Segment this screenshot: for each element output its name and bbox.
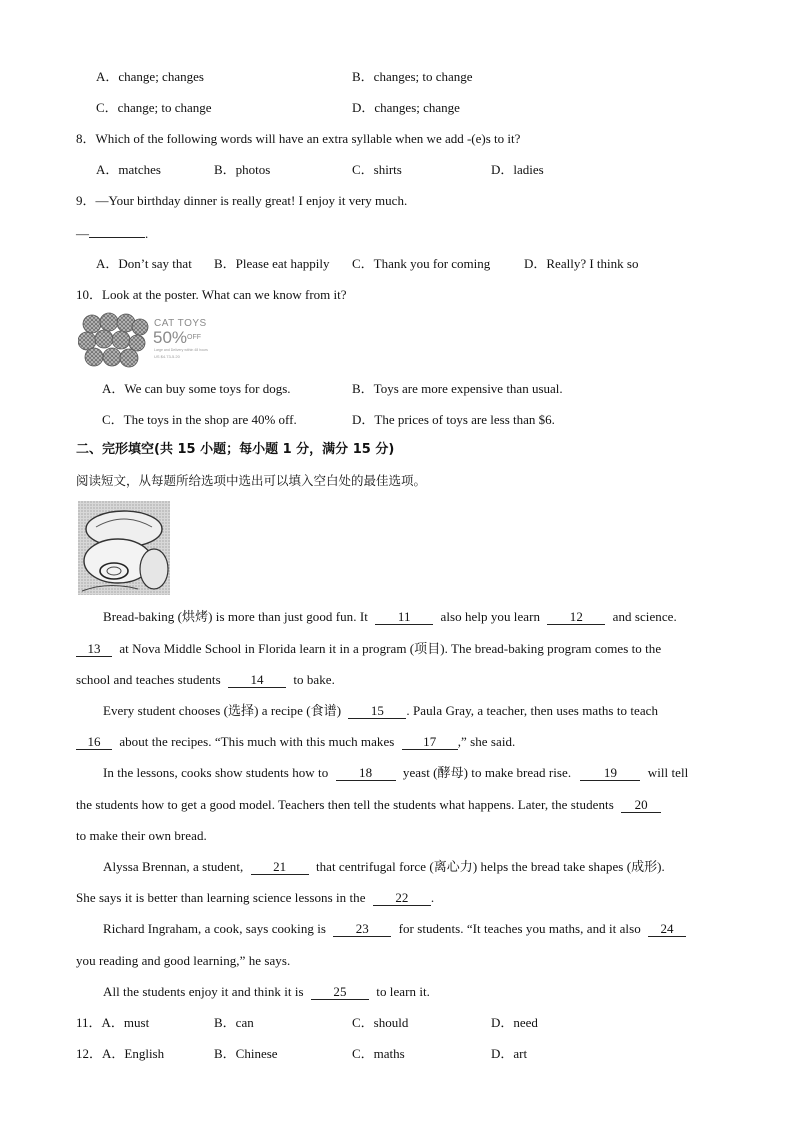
q12-option-a[interactable]: 12．A．English <box>76 1046 165 1061</box>
poster-title: CAT TOYS <box>154 318 207 329</box>
blank-25[interactable]: 25 <box>311 985 369 1000</box>
q10-option-c[interactable]: C．The toys in the shop are 40% off. <box>102 412 297 427</box>
blank-15[interactable]: 15 <box>348 704 406 719</box>
passage-p5-line2: you reading and good learning,” he says. <box>76 953 291 968</box>
passage-text: about the recipes. “This much with this much makes <box>119 734 395 749</box>
passage-p4-line1 <box>103 859 665 875</box>
passage-text: Alyssa Brennan, a student, <box>103 859 244 874</box>
q8-option-d[interactable]: D．ladies <box>491 162 544 177</box>
passage-text: ,” she said. <box>457 734 516 749</box>
blank-18[interactable]: 18 <box>336 766 396 781</box>
q7-option-c[interactable]: C．change; to change <box>96 100 212 115</box>
passage-text: Every student chooses (选择) a recipe (食谱) <box>103 703 342 718</box>
q12-option-d[interactable]: D．art <box>491 1046 528 1061</box>
q9-option-c[interactable]: C．Thank you for coming <box>352 256 491 271</box>
passage-p2-line1 <box>103 703 658 719</box>
bread-photo <box>78 501 170 595</box>
passage-text: All the students enjoy it and think it is <box>103 984 304 999</box>
passage-p1-line2 <box>76 641 661 657</box>
passage-text: for students. “It teaches you maths, and it also <box>398 921 641 936</box>
q9-answer-blank[interactable] <box>89 237 145 238</box>
q9-option-a[interactable]: A．Don’t say that <box>96 256 192 271</box>
poster-percent: 50% <box>153 328 188 347</box>
passage-text: She says it is better than learning science lessons in the <box>76 890 366 905</box>
blank-12[interactable]: 12 <box>547 610 605 625</box>
q8-stem: 8．Which of the following words will have an extra syllable when we add -(e)s to it? <box>76 131 521 146</box>
passage-p3-line2 <box>76 797 661 813</box>
passage-text: yeast (酵母) to make bread rise. <box>402 765 572 780</box>
q9-stem: 9．—Your birthday dinner is really great! I enjoy it very much. <box>76 193 408 208</box>
q11-option-b[interactable]: B．can <box>214 1015 254 1030</box>
blank-24[interactable]: 24 <box>648 922 686 937</box>
q9-option-d[interactable]: D．Really? I think so <box>524 256 639 271</box>
q12-option-c[interactable]: C．maths <box>352 1046 405 1061</box>
q7-option-b[interactable]: B．changes; to change <box>352 69 473 84</box>
q10-stem: 10．Look at the poster. What can we know from it? <box>76 287 347 302</box>
q9-option-b[interactable]: B．Please eat happily <box>214 256 330 271</box>
passage-text: the students how to get a good model. Teachers then tell the students what happens. Later, the students <box>76 797 614 812</box>
q10-option-a[interactable]: A．We can buy some toys for dogs. <box>102 381 291 396</box>
q11-option-d[interactable]: D．need <box>491 1015 538 1030</box>
passage-text: Bread-baking (烘烤) is more than just good fun. It <box>103 609 368 624</box>
blank-11[interactable]: 11 <box>375 610 433 625</box>
q8-option-b[interactable]: B．photos <box>214 162 271 177</box>
blank-19[interactable]: 19 <box>580 766 640 781</box>
q11-option-a[interactable]: 11．A．must <box>76 1015 150 1030</box>
q10-option-b[interactable]: B．Toys are more expensive than usual. <box>352 381 563 396</box>
passage-text: Richard Ingraham, a cook, says cooking is <box>103 921 326 936</box>
passage-text: . <box>430 890 435 905</box>
q8-option-a[interactable]: A．matches <box>96 162 161 177</box>
blank-21[interactable]: 21 <box>251 860 309 875</box>
passage-text: In the lessons, cooks show students how to <box>103 765 329 780</box>
blank-23[interactable]: 23 <box>333 922 391 937</box>
q11-option-c[interactable]: C．should <box>352 1015 409 1030</box>
passage-p1-line3 <box>76 672 335 688</box>
passage-p4-line2 <box>76 890 434 906</box>
blank-17[interactable]: 17 <box>402 735 458 750</box>
bread-image-icon <box>78 501 170 595</box>
passage-text: and science. <box>612 609 677 624</box>
passage-text: that centrifugal force (离心力) helps the bread take shapes (成形). <box>315 859 665 874</box>
passage-text: to learn it. <box>376 984 430 999</box>
poster-fineprint-1: Large and Delivery within 48 hours <box>154 348 208 352</box>
passage-text: at Nova Middle School in Florida learn it in a program (项目). The bread-baking program comes to the <box>119 641 662 656</box>
blank-22[interactable]: 22 <box>373 891 431 906</box>
section-heading: 二、完形填空(共 15 小题；每小题 1 分，满分 15 分) <box>76 442 395 457</box>
q9-reply-end: . <box>145 226 149 241</box>
passage-p3-line1 <box>103 765 688 781</box>
q7-option-a[interactable]: A．change; changes <box>96 69 204 84</box>
q12-option-b[interactable]: B．Chinese <box>214 1046 278 1061</box>
poster-fineprint-2: US $4.73-5.20 <box>154 354 180 359</box>
q9-reply-dash: — <box>76 226 89 241</box>
blank-20[interactable]: 20 <box>621 798 661 813</box>
blank-14[interactable]: 14 <box>228 673 286 688</box>
passage-text: also help you learn <box>440 609 541 624</box>
passage-p2-line2 <box>76 734 515 750</box>
passage-p6-line1 <box>103 984 430 1000</box>
section-instruction: 阅读短文，从每题所给选项中选出可以填入空白处的最佳选项。 <box>76 473 427 488</box>
cat-toys-poster <box>78 312 214 372</box>
poster-discount <box>153 329 201 347</box>
passage-text: to bake. <box>293 672 335 687</box>
q8-option-c[interactable]: C．shirts <box>352 162 402 177</box>
q10-option-d[interactable]: D．The prices of toys are less than $6. <box>352 412 555 427</box>
passage-p5-line1 <box>103 921 686 937</box>
poster-off: OFF <box>187 334 202 341</box>
passage-text: will tell <box>647 765 689 780</box>
passage-text: . Paula Gray, a teacher, then uses maths to teach <box>406 703 659 718</box>
blank-13[interactable]: 13 <box>76 642 112 657</box>
q9-reply-line <box>76 226 148 242</box>
passage-text: school and teaches students <box>76 672 221 687</box>
passage-p1-line1 <box>103 609 677 625</box>
passage-p3-line3: to make their own bread. <box>76 828 207 843</box>
blank-16[interactable]: 16 <box>76 735 112 750</box>
q7-option-d[interactable]: D．changes; change <box>352 100 460 115</box>
